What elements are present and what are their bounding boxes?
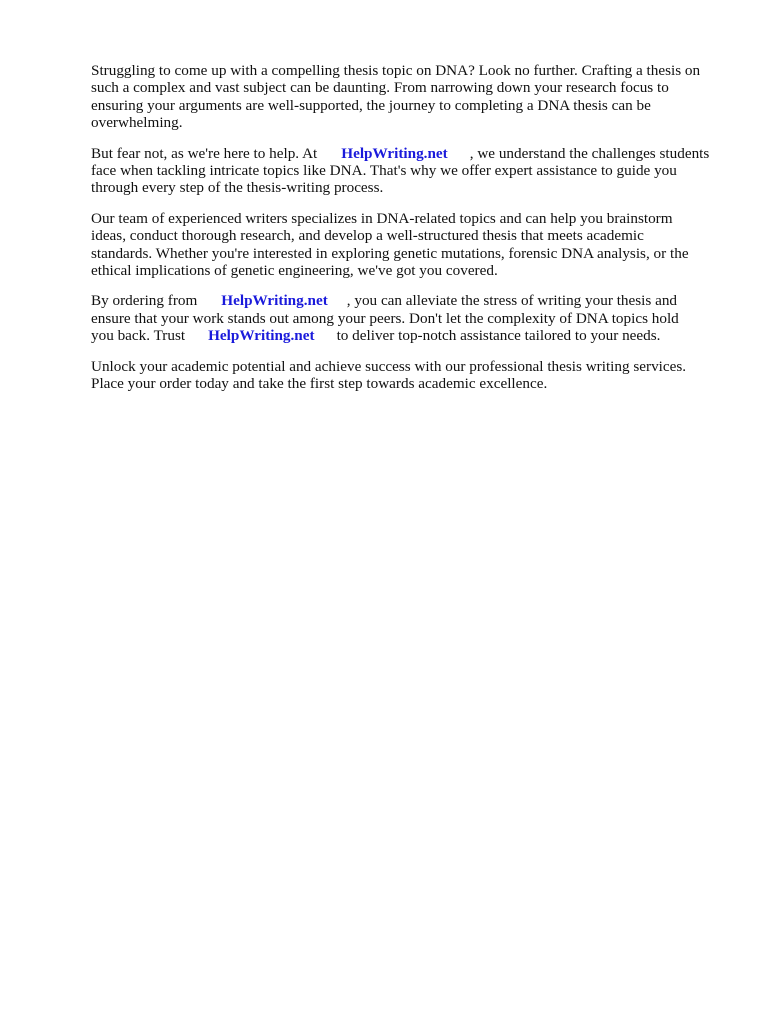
text-segment: , you can alleviate the stress of writing your thesis and [346, 292, 678, 310]
text-line [91, 292, 731, 309]
text-line: such a complex and vast subject can be daunting. From narrowing down your research focus to [91, 79, 669, 97]
text-segment: But fear not, as we're here to help. At [91, 144, 318, 162]
text-segment: , we understand the challenges students [469, 144, 710, 162]
text-line [91, 145, 731, 162]
paragraph-team [91, 210, 731, 280]
document-page [91, 62, 731, 406]
text-line: ensuring your arguments are well-supported, the journey to completing a DNA thesis can be [91, 96, 651, 114]
text-line: ideas, conduct thorough research, and develop a well-structured thesis that meets academic [91, 227, 644, 245]
text-line: standards. Whether you're interested in exploring genetic mutations, forensic DNA analysis, or the [91, 244, 689, 262]
helpwriting-link[interactable]: HelpWriting.net [208, 327, 315, 345]
text-segment: you back. Trust [91, 327, 186, 345]
text-line: overwhelming. [91, 114, 183, 132]
text-line: Unlock your academic potential and achieve success with our professional thesis writing services. [91, 357, 687, 375]
helpwriting-link[interactable]: HelpWriting.net [341, 144, 448, 162]
paragraph-ordering [91, 292, 731, 344]
text-line: through every step of the thesis-writing process. [91, 179, 384, 197]
text-line: ethical implications of genetic engineering, we've got you covered. [91, 262, 498, 280]
helpwriting-link[interactable]: HelpWriting.net [221, 292, 328, 310]
text-segment: to deliver top-notch assistance tailored to your needs. [336, 327, 661, 345]
text-line: ensure that your work stands out among your peers. Don't let the complexity of DNA topics hold [91, 309, 679, 327]
text-line: Our team of experienced writers specializes in DNA-related topics and can help you brainstorm [91, 209, 673, 227]
text-line: Place your order today and take the first step towards academic excellence. [91, 375, 548, 393]
paragraph-help [91, 145, 731, 197]
text-line [91, 327, 731, 344]
text-line: face when tackling intricate topics like DNA. That's why we offer expert assistance to guide you [91, 162, 677, 180]
text-line: Struggling to come up with a compelling thesis topic on DNA? Look no further. Crafting a thesis on [91, 62, 701, 79]
paragraph-intro [91, 62, 731, 132]
text-segment: By ordering from [91, 292, 198, 310]
paragraph-closing [91, 358, 731, 393]
